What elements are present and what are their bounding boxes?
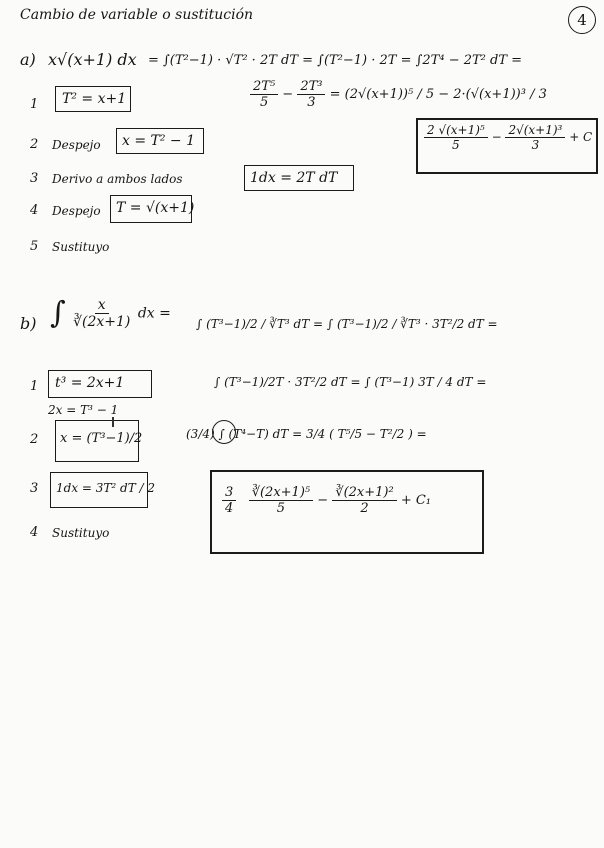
part-a-step-1-number: 1 (30, 97, 39, 112)
part-b-step-3-boxed: 1dx = 3T² dT / 2 (56, 481, 156, 495)
part-b-integral-num: x (95, 298, 109, 314)
part-b-equation-3: (3/4) ∫ (T⁴−T) dT = 3/4 ( T⁵/5 − T²/2 ) = (186, 427, 427, 441)
part-a-final-den-1: 5 (452, 138, 460, 152)
part-b-final-den-2: 2 (360, 501, 369, 516)
part-b-step-1-boxed: t³ = 2x+1 (55, 375, 125, 391)
part-b-final-den-1: 5 (276, 501, 286, 516)
part-b-final-num-2: ∛(2x+1)² (332, 486, 396, 501)
part-b-final-coef-num: 3 (222, 486, 236, 501)
part-b-step-2-number: 2 (30, 432, 39, 447)
part-a-eq2-left-den: 5 (259, 95, 269, 110)
part-a-final-num-2: 2√(x+1)³ (505, 124, 565, 138)
part-a-final-num-1: 2 √(x+1)⁵ (424, 124, 488, 138)
part-b-step-3-number: 3 (30, 481, 39, 496)
part-a-step-2-boxed: x = T² − 1 (122, 133, 196, 149)
part-a-step-3-text: Derivo a ambos lados (52, 172, 183, 186)
part-a-step-3-number: 3 (30, 171, 39, 186)
part-b-final-coef-den: 4 (225, 501, 234, 516)
part-a-equation-2: $\frac{\text{2T⁵}}{5}$ − $\frac{\text{2T³}}{3}$ = (2√(x+1))⁵ / 5 − 2·(√(x+1))³ / 3 (250, 80, 547, 109)
part-b-equation-2: ∫ (T³−1)/2T · 3T²/2 dT = ∫ (T³−1) 3T / 4 dT = (214, 375, 487, 389)
part-a-step-4-text: Despejo (52, 204, 101, 218)
part-a-final-answer: $\frac{\text{2 √(x+1)⁵}}{5}$ − $\frac{\text{2√(x+1)³}}{3}$ + C (424, 124, 592, 151)
part-a-step-1-boxed: T² = x+1 (62, 91, 127, 107)
part-a-eq2-left-num: 2T⁵ (250, 80, 278, 95)
part-b-final-num-1: ∛(2x+1)⁵ (249, 486, 313, 501)
part-a-eq2-right-den: 3 (307, 95, 316, 110)
page-number-text: 4 (577, 11, 587, 29)
part-b-integral: ∫ $\frac{x}{∛(2x+1)}$ dx = (50, 295, 171, 331)
part-a-final-den-2: 3 (531, 138, 540, 152)
page-number (568, 6, 596, 34)
part-a-step-2-text: Despejo (52, 138, 101, 152)
part-a-final-const: + C (569, 130, 593, 144)
part-b-label: b) (20, 314, 37, 333)
part-b-integral-den: ∛(2x+1) (73, 314, 131, 330)
part-b-step-2-boxed: x = (T³−1)/2 (60, 431, 143, 446)
part-b-step-1-note: 2x = T³ − 1 (48, 403, 119, 417)
circled-three-quarters (212, 420, 236, 444)
divider-tick (112, 417, 114, 427)
part-a-step-4-boxed: T = √(x+1) (116, 200, 195, 216)
part-b-equation-1: ∫ (T³−1)/2 / ∛T³ dT = ∫ (T³−1)/2 / ∛T³ · 3T²/2 dT = (196, 317, 498, 331)
part-b-step-4-number: 4 (30, 525, 39, 540)
part-a-integral: x√(x+1) dx (48, 50, 137, 69)
part-a-step-5-number: 5 (30, 239, 39, 254)
part-a-eq2-right-num: 2T³ (297, 80, 325, 95)
page-title: Cambio de variable o sustitución (20, 7, 254, 23)
part-a-label: a) (20, 50, 36, 69)
part-a-equation-1: = ∫(T²−1) · √T² · 2T dT = ∫(T²−1) · 2T = ∫2T⁴ − 2T² dT = (148, 53, 523, 68)
part-b-step-1-number: 1 (30, 379, 39, 394)
part-a-eq2-result: = (2√(x+1))⁵ / 5 − 2·(√(x+1))³ / 3 (329, 87, 547, 102)
part-a-step-3-boxed: 1dx = 2T dT (250, 170, 338, 186)
part-a-step-2-number: 2 (30, 137, 39, 152)
part-a-step-4-number: 4 (30, 203, 39, 218)
part-b-step-4-text: Sustituyo (52, 526, 110, 540)
part-b-final-const: + C₁ (400, 493, 432, 508)
part-b-final-answer: $\frac{3}{4}$ $\frac{\text{∛(2x+1)⁵}}{5}$ − $\frac{\text{∛(2x+1)²}}{2}$ + C₁ (222, 486, 431, 515)
part-a-step-5-text: Sustituyo (52, 240, 110, 254)
